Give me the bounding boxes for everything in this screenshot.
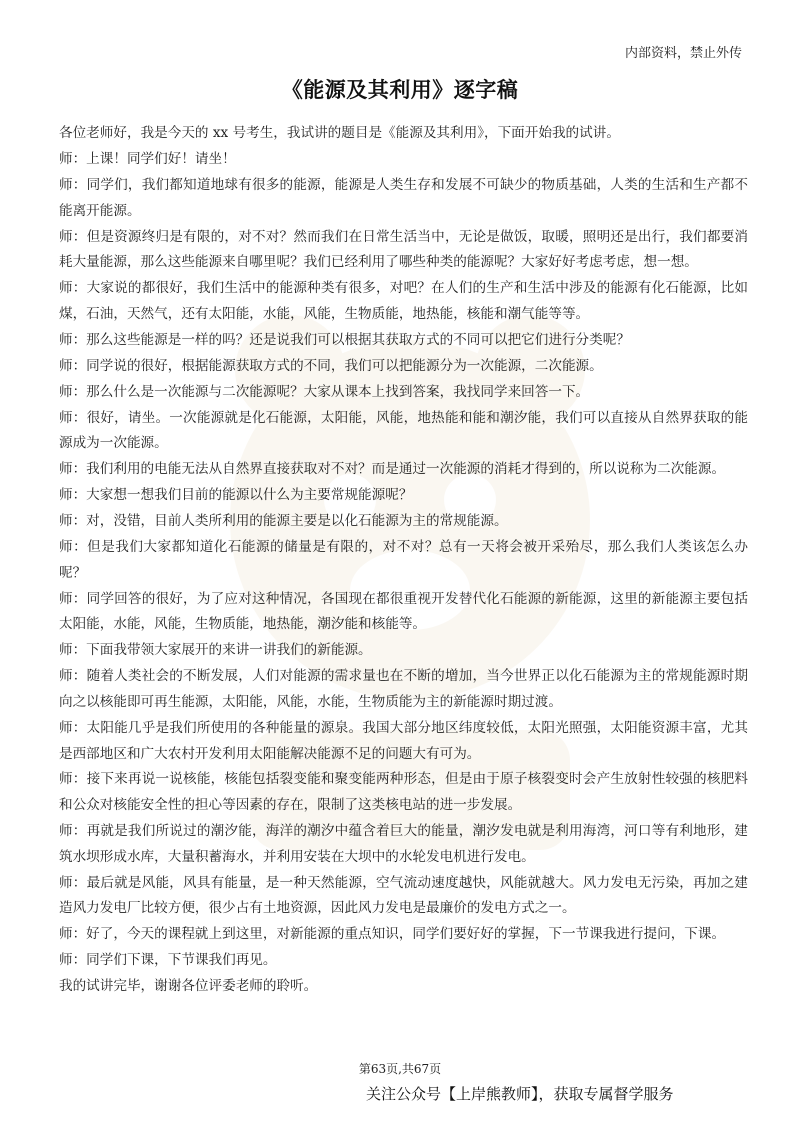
paragraph: 师：同学回答的很好，为了应对这种情况，各国现在都很重视开发替代化石能源的新能源，这里的新能源主要包括太阳能，水能，风能，生物质能，地热能，潮汐能和核能等。 — [59, 590, 748, 633]
paragraph: 师：我们利用的电能无法从自然界直接获取对不对？而是通过一次能源的消耗才得到的，所以说称为二次能源。 — [59, 461, 726, 478]
footer-promo: 关注公众号【上岸熊教师】，获取专属督学服务 — [366, 1085, 674, 1103]
paragraph: 师：大家想一想我们目前的能源以什么为主要常规能源呢？ — [59, 487, 413, 504]
paragraph: 师：最后就是风能，风具有能量，是一种天然能源，空气流动速度越快，风能就越大。风力发电无污染，再加之建造风力发电厂比较方便，很少占有土地资源，因此风力发电是最廉价的发电方式之一。 — [59, 874, 748, 917]
confidential-note: 内部资料，禁止外传 — [624, 46, 742, 61]
paragraph: 师：下面我带领大家展开的来讲一讲我们的新能源。 — [59, 642, 372, 659]
document-title: 《能源及其利用》逐字稿 — [281, 77, 519, 102]
paragraph: 师：但是资源终归是有限的，对不对？然而我们在日常生活当中，无论是做饭，取暖，照明还是出行，我们都要消耗大量能源，那么这些能源来自哪里呢？我们已经利用了哪些种类的能源呢？大家好好考虑考虑，想一想。 — [59, 228, 748, 271]
paragraph: 师：上课！同学们好！请坐！ — [59, 150, 236, 167]
paragraph: 师：同学们，我们都知道地球有很多的能源，能源是人类生存和发展不可缺少的物质基础，人类的生活和生产都不能离开能源。 — [59, 176, 748, 219]
paragraph: 各位老师好，我是今天的 xx 号考生，我试讲的题目是《能源及其利用》，下面开始我的试讲。 — [59, 125, 620, 141]
paragraph: 师：随着人类社会的不断发展，人们对能源的需求量也在不断的增加，当今世界正以化石能源为主的常规能源时期向之以核能即可再生能源，太阳能，风能，水能，生物质能为主的新能源时期过渡。 — [59, 668, 748, 710]
document-body — [59, 121, 748, 1000]
paragraph: 师：但是我们大家都知道化石能源的储量是有限的，对不对？总有一天将会被开采殆尽，那么我们人类该怎么办呢？ — [59, 539, 748, 581]
page-number: 第63页,共67页 — [358, 1062, 442, 1076]
paragraph: 师：再就是我们所说过的潮汐能，海洋的潮汐中蕴含着巨大的能量，潮汐发电就是利用海湾，河口等有利地形，建筑水坝形成水库，大量积蓄海水，并利用安装在大坝中的水轮发电机进行发电。 — [59, 823, 748, 865]
paragraph: 师：那么什么是一次能源与二次能源呢？大家从课本上找到答案，我找同学来回答一下。 — [59, 383, 590, 400]
paragraph: 师：好了，今天的课程就上到这里，对新能源的重点知识，同学们要好好的掌握，下一节课我进行提问，下课。 — [59, 926, 726, 943]
paragraph: 师：大家说的都很好，我们生活中的能源种类有很多，对吧？在人们的生产和生活中涉及的能源有化石能源，比如煤，石油，天然气，还有太阳能，水能，风能，生物质能，地热能，核能和潮气能等等。 — [59, 280, 748, 322]
paragraph: 师：太阳能几乎是我们所使用的各种能量的源泉。我国大部分地区纬度较低，太阳光照强，太阳能资源丰富，尤其是西部地区和广大农村开发利用太阳能解决能源不足的问题大有可为。 — [59, 719, 748, 762]
paragraph: 师：同学说的很好，根据能源获取方式的不同，我们可以把能源分为一次能源，二次能源。 — [59, 357, 603, 374]
paragraph: 师：很好，请坐。一次能源就是化石能源，太阳能，风能，地热能和能和潮汐能，我们可以直接从自然界获取的能源成为一次能源。 — [59, 409, 748, 452]
paragraph: 师：对，没错，目前人类所利用的能源主要是以化石能源为主的常规能源。 — [59, 513, 508, 530]
paragraph: 我的试讲完毕，谢谢各位评委老师的聆听。 — [59, 978, 318, 995]
paragraph: 师：同学们下课，下节课我们再见。 — [59, 952, 277, 969]
paragraph: 师：接下来再说一说核能，核能包括裂变能和聚变能两种形态，但是由于原子核裂变时会产生放射性较强的核肥料和公众对核能安全性的担心等因素的存在，限制了这类核电站的进一步发展。 — [59, 771, 748, 814]
paragraph: 师：那么这些能源是一样的吗？还是说我们可以根据其获取方式的不同可以把它们进行分类呢？ — [59, 331, 630, 348]
